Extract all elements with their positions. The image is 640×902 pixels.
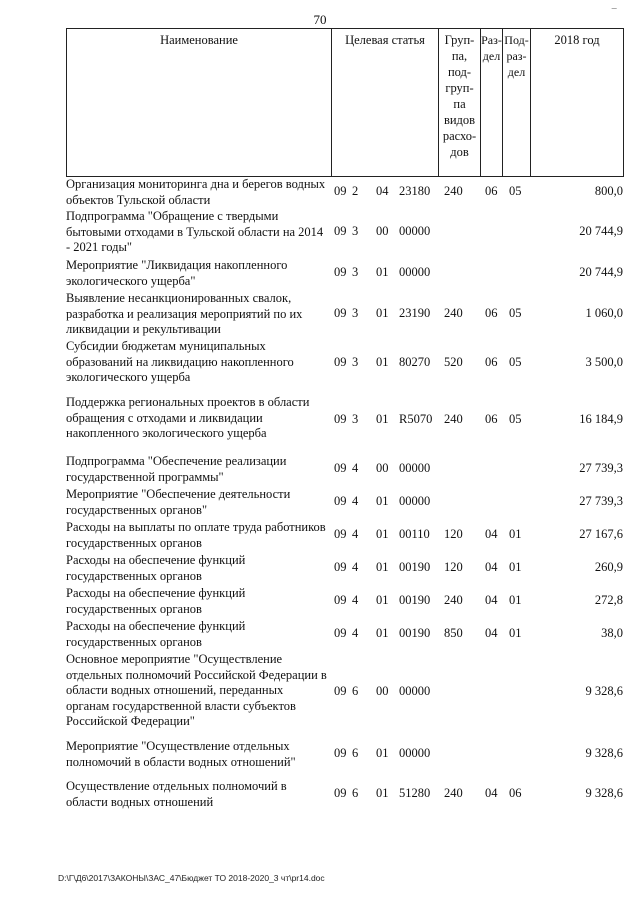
row-amount: 9 328,6 — [585, 746, 623, 760]
row-expense-group: 240 — [444, 412, 463, 426]
row-amount: 20 744,9 — [579, 265, 623, 279]
row-target-activity: 00 — [376, 684, 389, 698]
row-expense-group: 120 — [444, 560, 463, 574]
row-name: Основное мероприятие "Осуществление отдельных полномочий Российской Федерации в области водных отношений, переданных органам государственной власти субъектов Российской Федерации" — [66, 652, 327, 728]
row-target-activity: 01 — [376, 626, 389, 640]
row-amount: 800,0 — [594, 184, 623, 198]
header-expense-group: Груп- па, под- груп- па видов расхо- дов — [439, 29, 481, 177]
row-target-program: 09 — [334, 786, 347, 800]
row-target-subprogram: 3 — [352, 306, 359, 320]
row-target-direction: 00000 — [399, 746, 431, 760]
row-target-subprogram: 4 — [352, 626, 359, 640]
row-target-activity: 01 — [376, 412, 389, 426]
row-subsection: 01 — [509, 527, 522, 541]
row-target-direction: 00110 — [399, 527, 430, 541]
row-target-subprogram: 4 — [352, 527, 359, 541]
row-amount: 38,0 — [601, 626, 623, 640]
row-target-program: 09 — [334, 412, 347, 426]
row-target-program: 09 — [334, 184, 347, 198]
row-target-direction: R5070 — [399, 412, 433, 426]
row-target-direction: 23190 — [399, 306, 431, 320]
table-header — [66, 28, 624, 177]
row-target-direction: 23180 — [399, 184, 431, 198]
row-target-subprogram: 4 — [352, 461, 359, 475]
row-target-subprogram: 3 — [352, 355, 359, 369]
row-target-direction: 00000 — [399, 224, 431, 238]
row-name: Мероприятие "Осуществление отдельных полномочий в области водных отношений" — [66, 739, 296, 769]
row-target-direction: 51280 — [399, 786, 431, 800]
header-section: Раз- дел — [481, 29, 503, 177]
row-name: Расходы на выплаты по оплате труда работников государственных органов — [66, 520, 326, 550]
row-name: Подпрограмма "Обеспечение реализации государственной программы" — [66, 454, 287, 484]
row-name: Осуществление отдельных полномочий в области водных отношений — [66, 779, 287, 809]
row-name: Расходы на обеспечение функций государственных органов — [66, 619, 246, 649]
row-amount: 9 328,6 — [585, 684, 623, 698]
row-subsection: 01 — [509, 626, 522, 640]
row-name: Выявление несанкционированных свалок, разработка и реализация мероприятий по их ликвидации и рекультивации — [66, 291, 303, 336]
row-target-subprogram: 3 — [352, 224, 359, 238]
row-section: 06 — [485, 306, 498, 320]
row-target-direction: 00000 — [399, 461, 431, 475]
row-target-activity: 01 — [376, 560, 389, 574]
row-target-subprogram: 6 — [352, 684, 359, 698]
row-amount: 272,8 — [594, 593, 623, 607]
row-target-direction: 00190 — [399, 560, 431, 574]
row-target-subprogram: 2 — [352, 184, 359, 198]
row-target-activity: 01 — [376, 494, 389, 508]
row-target-program: 09 — [334, 461, 347, 475]
row-expense-group: 240 — [444, 306, 463, 320]
row-expense-group: 240 — [444, 593, 463, 607]
file-path-footer: D:\Г\Д6\2017\ЗАКОНЫ\ЗАС_47\Бюджет ТО 2018-2020_3 чт\pr14.doc — [58, 873, 325, 883]
row-target-activity: 01 — [376, 527, 389, 541]
row-amount: 20 744,9 — [579, 224, 623, 238]
row-subsection: 01 — [509, 593, 522, 607]
row-name: Расходы на обеспечение функций государственных органов — [66, 553, 246, 583]
row-section: 04 — [485, 527, 498, 541]
row-target-activity: 04 — [376, 184, 389, 198]
row-amount: 27 167,6 — [579, 527, 623, 541]
row-section: 04 — [485, 626, 498, 640]
row-name: Субсидии бюджетам муниципальных образований на ликвидацию накопленного экологического ущерба — [66, 339, 294, 384]
row-name: Мероприятие "Обеспечение деятельности государственных органов" — [66, 487, 291, 517]
row-target-program: 09 — [334, 560, 347, 574]
row-target-activity: 00 — [376, 461, 389, 475]
row-target-activity: 01 — [376, 746, 389, 760]
row-target-direction: 00000 — [399, 494, 431, 508]
row-subsection: 05 — [509, 306, 522, 320]
row-expense-group: 120 — [444, 527, 463, 541]
row-target-subprogram: 3 — [352, 265, 359, 279]
row-target-activity: 01 — [376, 355, 389, 369]
row-target-direction: 00190 — [399, 626, 431, 640]
row-target-program: 09 — [334, 265, 347, 279]
row-target-subprogram: 6 — [352, 746, 359, 760]
row-name: Организация мониторинга дна и берегов водных объектов Тульской области — [66, 177, 326, 207]
row-section: 06 — [485, 355, 498, 369]
row-target-program: 09 — [334, 527, 347, 541]
row-section: 04 — [485, 593, 498, 607]
row-target-program: 09 — [334, 684, 347, 698]
row-target-activity: 01 — [376, 786, 389, 800]
row-target-activity: 01 — [376, 593, 389, 607]
row-target-activity: 01 — [376, 265, 389, 279]
row-name: Расходы на обеспечение функций государственных органов — [66, 586, 246, 616]
row-section: 06 — [485, 412, 498, 426]
row-expense-group: 240 — [444, 786, 463, 800]
header-year-2018: 2018 год — [531, 29, 624, 177]
row-target-direction: 00190 — [399, 593, 431, 607]
header-target-article: Целевая статья — [332, 29, 439, 177]
row-section: 04 — [485, 560, 498, 574]
page-number: 70 — [313, 12, 327, 27]
header-subsection: Под- раз- дел — [503, 29, 531, 177]
row-target-program: 09 — [334, 224, 347, 238]
row-target-program: 09 — [334, 306, 347, 320]
row-expense-group: 520 — [444, 355, 463, 369]
row-subsection: 01 — [509, 560, 522, 574]
row-expense-group: 240 — [444, 184, 463, 198]
row-section: 04 — [485, 786, 498, 800]
row-amount: 16 184,9 — [579, 412, 623, 426]
row-expense-group: 850 — [444, 626, 463, 640]
row-target-program: 09 — [334, 593, 347, 607]
row-target-activity: 01 — [376, 306, 389, 320]
row-section: 06 — [485, 184, 498, 198]
corner-mark: ‾ — [612, 6, 617, 21]
row-target-direction: 80270 — [399, 355, 431, 369]
row-name: Поддержка региональных проектов в области обращения с отходами и ликвидации накопленного экологического ущерба — [66, 395, 310, 440]
row-amount: 260,9 — [594, 560, 623, 574]
row-subsection: 05 — [509, 412, 522, 426]
row-amount: 1 060,0 — [585, 306, 623, 320]
row-target-program: 09 — [334, 355, 347, 369]
row-target-subprogram: 4 — [352, 560, 359, 574]
row-target-direction: 00000 — [399, 684, 431, 698]
row-subsection: 05 — [509, 184, 522, 198]
row-target-program: 09 — [334, 626, 347, 640]
row-amount: 3 500,0 — [585, 355, 623, 369]
row-target-subprogram: 3 — [352, 412, 359, 426]
row-amount: 27 739,3 — [579, 461, 623, 475]
row-target-subprogram: 6 — [352, 786, 359, 800]
row-target-activity: 00 — [376, 224, 389, 238]
row-subsection: 05 — [509, 355, 522, 369]
row-target-subprogram: 4 — [352, 593, 359, 607]
row-target-direction: 00000 — [399, 265, 431, 279]
header-name: Наименование — [67, 29, 332, 177]
row-target-subprogram: 4 — [352, 494, 359, 508]
row-amount: 9 328,6 — [585, 786, 623, 800]
row-name: Подпрограмма "Обращение с твердыми бытовыми отходами в Тульской области на 2014 - 2021 годы" — [66, 209, 324, 254]
row-target-program: 09 — [334, 746, 347, 760]
row-amount: 27 739,3 — [579, 494, 623, 508]
row-target-program: 09 — [334, 494, 347, 508]
row-name: Мероприятие "Ликвидация накопленного экологического ущерба" — [66, 258, 288, 288]
row-subsection: 06 — [509, 786, 522, 800]
